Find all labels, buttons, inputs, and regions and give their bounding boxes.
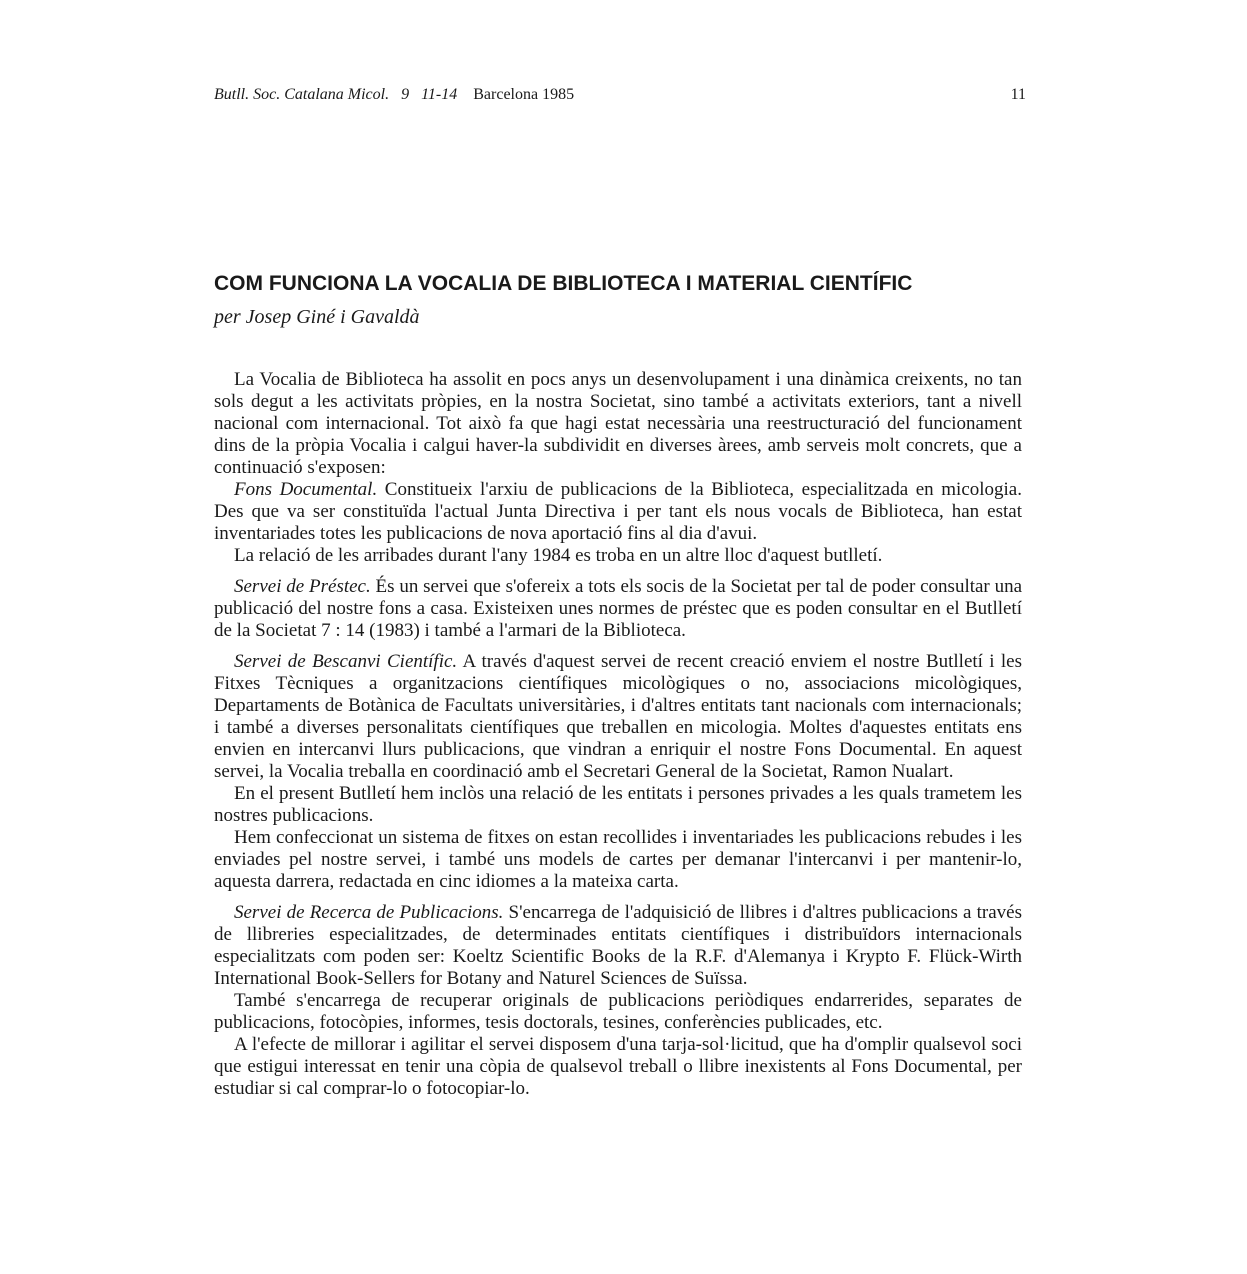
- body-paragraph: [214, 902, 1022, 990]
- section-lead: Servei de Préstec.: [234, 576, 371, 597]
- body-paragraph: [214, 827, 1022, 893]
- paragraph-text: També s'encarrega de recuperar originals de publicacions periòdiques endarrerides, separates de publicacions, fotocòpies, informes, tesis doctorals, tesines, conferències publicades, etc.: [214, 990, 1022, 1033]
- section-lead: Servei de Recerca de Publicacions.: [234, 902, 504, 923]
- body-paragraph: [214, 369, 1022, 479]
- journal-name: Butll. Soc. Catalana Micol.: [214, 86, 390, 103]
- paragraph-text: La Vocalia de Biblioteca ha assolit en pocs anys un desenvolupament i una dinàmica creixents, no tan sols degut a les activitats pròpies, en la nostra Societat, sino també a activitats exteriors, tant a nivell nacional com internacional. Tot això fa que hagi estat necessària una reestructuració del funcionament dins de la pròpia Vocalia i calgui haver-la subdividit en diverses àrees, amb serveis molt concrets, que a continuació s'exposen:: [214, 369, 1022, 478]
- paragraph-text: A través d'aquest servei de recent creació enviem el nostre Butlletí i les Fitxes Tècniques a organitzacions científiques micològiques o no, associacions micològiques, Departaments de Botànica de Facultats universitàries, i d'altres entitats tant nacionals com internacionals; i també a diverses personalitats científiques que treballen en micologia. Moltes d'aquestes entitats ens envien en intercanvi llurs publicacions, que vindran a enriquir el nostre Fons Documental. En aquest servei, la Vocalia treballa en coordinació amb el Secretari General de la Societat, Ramon Nualart.: [214, 651, 1023, 782]
- body-paragraph: [214, 651, 1022, 783]
- body-paragraph: [214, 479, 1022, 545]
- article-title: COM FUNCIONA LA VOCALIA DE BIBLIOTECA I MATERIAL CIENTÍFIC: [214, 272, 913, 295]
- running-header: [214, 84, 1026, 106]
- city-year: Barcelona 1985: [473, 86, 575, 103]
- section-lead: Fons Documental.: [234, 479, 378, 500]
- section-lead: Servei de Bescanvi Científic.: [234, 651, 458, 672]
- body-paragraph: [214, 1034, 1022, 1100]
- body-paragraph: [214, 576, 1022, 642]
- body-paragraph: [214, 990, 1022, 1034]
- paragraph-text: En el present Butlletí hem inclòs una relació de les entitats i persones privades a les quals trametem les nostres publicacions.: [214, 783, 1022, 826]
- page-number: 11: [1010, 86, 1026, 103]
- page-range: 11-14: [421, 86, 458, 103]
- body-paragraph: [214, 783, 1022, 827]
- paragraph-text: A l'efecte de millorar i agilitar el servei disposem d'una tarja-sol·licitud, que ha d'omplir qualsevol soci que estigui interessat en tenir una còpia de qualsevol treball o llibre inexistents al Fons Documental, per estudiar si cal comprar-lo o fotocopiar-lo.: [214, 1034, 1022, 1099]
- article-byline: per Josep Giné i Gavaldà: [214, 306, 420, 328]
- journal-volume: 9: [401, 86, 410, 103]
- paragraph-text: S'encarrega de l'adquisició de llibres i d'altres publicacions a través de llibreries especialitzades, de determinades entitats científiques i distribuïdors internacionals especialitzats com poden ser: Koeltz Scientific Books de la R.F. d'Alemanya i Krypto F. Flück-Wirth International Book-Sellers for Botany and Naturel Sciences de Suïssa.: [214, 902, 1022, 989]
- paragraph-text: La relació de les arribades durant l'any 1984 es troba en un altre lloc d'aquest butlletí.: [234, 545, 883, 566]
- article-body: [214, 369, 1022, 1100]
- paragraph-text: És un servei que s'ofereix a tots els socis de la Societat per tal de poder consultar una publicació del nostre fons a casa. Existeixen unes normes de préstec que es poden consultar en el Butlletí de la Societat 7 : 14 (1983) i també a l'armari de la Biblioteca.: [214, 576, 1022, 641]
- paragraph-text: Constitueix l'arxiu de publicacions de la Biblioteca, especialitzada en micologia. Des que va ser constituïda l'actual Junta Directiva i per tant els nous vocals de Biblioteca, han estat inventariades totes les publicacions de nova aportació fins al dia d'avui.: [214, 479, 1022, 544]
- paragraph-text: Hem confeccionat un sistema de fitxes on estan recollides i inventariades les publicacions rebudes i les enviades pel nostre servei, i també uns models de cartes per demanar l'intercanvi i per mantenir-lo, aquesta darrera, redactada en cinc idiomes a la mateixa carta.: [214, 827, 1022, 892]
- body-paragraph: [214, 545, 1022, 567]
